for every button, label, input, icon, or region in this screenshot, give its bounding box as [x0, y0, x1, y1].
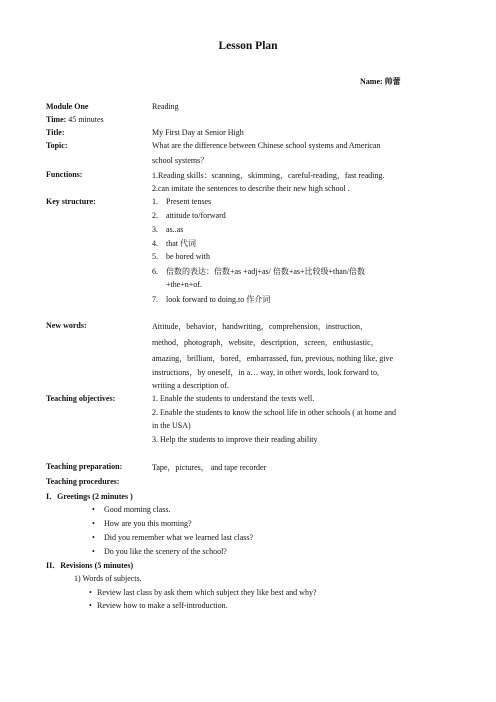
title-label: Title:: [46, 128, 65, 137]
new-words-label: New words:: [46, 321, 87, 330]
revisions-subheading: 1) Words of subjects.: [74, 574, 142, 583]
key-structure-item: 5. be bored with: [152, 252, 210, 261]
key-structure-item: +the+n+of.: [166, 280, 202, 289]
author-name: [360, 76, 401, 87]
new-words-line: method，photograph，website，description，screen，enthusiastic，: [152, 338, 379, 347]
name-label: Name:: [360, 77, 383, 86]
list-item: • How are you this morning?: [92, 519, 192, 528]
functions-label: Functions:: [46, 170, 83, 179]
time-label: Time:: [46, 115, 67, 124]
topic-label: Topic:: [46, 141, 68, 150]
functions-line: 2.can imitate the sentences to describe their new high school .: [152, 184, 350, 193]
objectives-line: 1. Enable the students to understand the texts well.: [152, 394, 315, 403]
functions-line: 1.Reading skills：scanning，skimming，careful-reading，fast reading.: [152, 171, 385, 180]
topic-line: What are the difference between Chinese school systems and American: [152, 141, 381, 150]
title-value: My First Day at Senior High: [152, 128, 244, 137]
list-item: • Do you like the scenery of the school?: [92, 547, 227, 556]
new-words-line: writing a description of.: [152, 381, 229, 390]
key-structure-item: 3. as..as: [152, 225, 184, 234]
topic-line: school systems？: [152, 156, 209, 165]
revisions-heading: II．Revisions (5 minutes): [46, 561, 134, 570]
objectives-line: 3. Help the students to improve their reading ability: [152, 435, 318, 444]
greetings-heading: I．Greetings (2 minutes ): [46, 492, 133, 501]
list-item: • Review how to make a self-introduction.: [89, 601, 228, 610]
time-value: 45 minutes: [68, 115, 104, 124]
page-title: Lesson Plan: [218, 40, 278, 52]
key-structure-item: 7. look forward to doing.to 作介词: [152, 295, 271, 304]
key-structure-item: 4. that 代词: [152, 239, 196, 248]
objectives-line: 2. Enable the students to know the school life in other schools ( at home and: [152, 408, 396, 417]
new-words-line: instructions，by oneself，in a… way, in other words, look forward to,: [152, 368, 379, 377]
new-words-line: amazing，brilliant，bored，embarrassed, fun, previous, nothing like, give: [152, 354, 394, 363]
key-structure-item: 1. Present tenses: [152, 197, 212, 206]
module-label: Module One: [46, 102, 89, 111]
module-value: Reading: [152, 102, 179, 111]
list-item: • Did you remember what we learned last class?: [92, 533, 254, 542]
key-structure-item: 6. 倍数的表达：倍数+as +adj+as/ 倍数+as+比较级+than/倍数: [152, 267, 366, 276]
procedures-label: Teaching procedures:: [46, 477, 120, 486]
key-structure-label: Key structure:: [46, 197, 96, 206]
objectives-line: in the USA): [152, 421, 191, 430]
new-words-line: Attitude，behavior，handwriting，comprehension，instruction，: [152, 322, 368, 331]
time-row: [46, 115, 104, 124]
key-structure-item: 2. attitude to/forward: [152, 211, 226, 220]
list-item: • Review last class by ask them which subject they like best and why?: [89, 588, 317, 597]
preparation-label: Teaching preparation:: [46, 462, 123, 471]
objectives-label: Teaching objectives:: [46, 394, 116, 403]
name-value: 帅蕾: [384, 77, 401, 86]
list-item: • Good morning class.: [92, 505, 171, 514]
preparation-value: Tape，pictures， and tape recorder: [152, 463, 267, 472]
